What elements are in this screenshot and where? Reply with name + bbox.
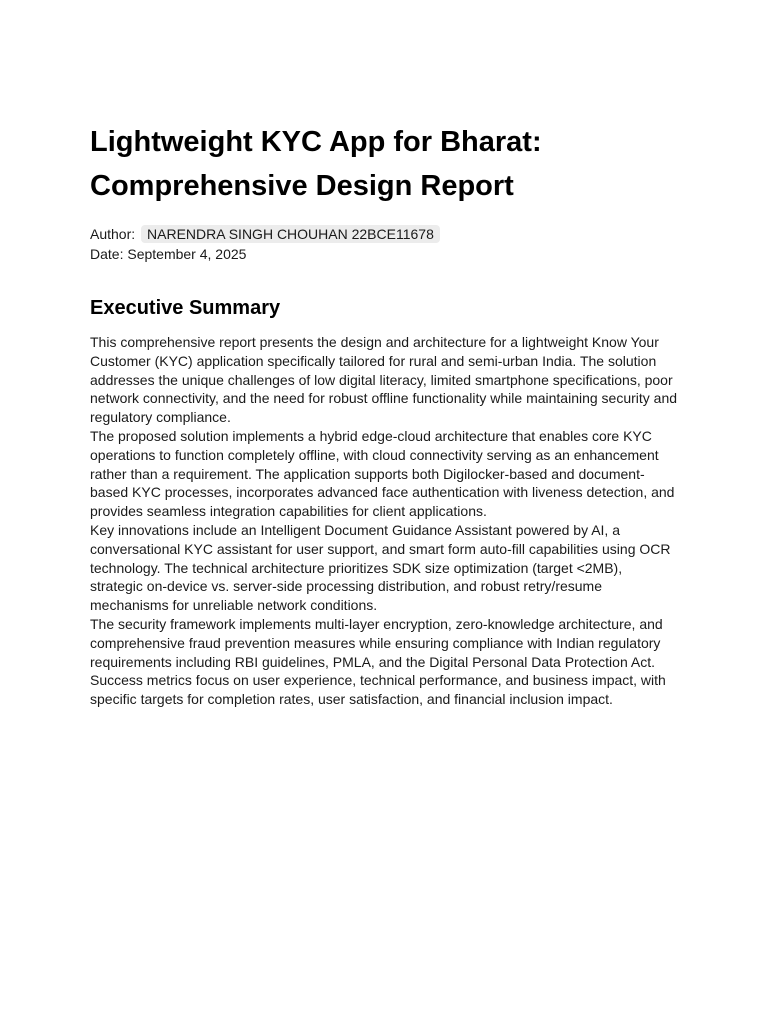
- title-line-1: Lightweight KYC App for Bharat:: [90, 126, 542, 158]
- executive-summary-heading: Executive Summary: [90, 297, 281, 319]
- summary-paragraph-3: Key innovations include an Intelligent Document Guidance Assistant powered by AI, a conversational KYC assistant for user support, and smart form auto-fill capabilities using OCR technology. The technical architecture prioritizes SDK size optimization (target <2MB), strategic on-device vs. server-side processing distribution, and robust retry/resume mechanisms for unreliable network conditions.: [90, 521, 671, 614]
- summary-paragraph-2: The proposed solution implements a hybrid edge-cloud architecture that enables core KYC operations to function completely offline, with cloud connectivity serving as an enhancement rather than a requirement. The application supports both Digilocker-based and document-based KYC processes, incorporates advanced face authentication with liveness detection, and provides seamless integration capabilities for client applications.: [90, 427, 675, 520]
- author-name-chip: NARENDRA SINGH CHOUHAN 22BCE11678: [141, 225, 440, 243]
- author-label: Author:: [90, 226, 136, 242]
- document-meta: [90, 224, 678, 264]
- date-line: Date: September 4, 2025: [90, 246, 247, 262]
- author-line: [90, 224, 678, 244]
- executive-summary-body: [90, 333, 678, 709]
- summary-paragraph-1: This comprehensive report presents the design and architecture for a lightweight Know Your Customer (KYC) application specifically tailored for rural and semi-urban India. The solution addresses the unique challenges of low digital literacy, limited smartphone specifications, poor network connectivity, and the need for robust offline functionality while maintaining security and regulatory compliance.: [90, 334, 678, 426]
- summary-paragraph-4: The security framework implements multi-layer encryption, zero-knowledge architecture, and comprehensive fraud prevention measures while ensuring compliance with Indian regulatory requirements including RBI guidelines, PMLA, and the Digital Personal Data Protection Act. Success metrics focus on user experience, technical performance, and business impact, with specific targets for completion rates, user satisfaction, and financial inclusion impact.: [90, 615, 666, 708]
- document-title: [90, 120, 678, 208]
- title-line-2: Comprehensive Design Report: [90, 170, 514, 202]
